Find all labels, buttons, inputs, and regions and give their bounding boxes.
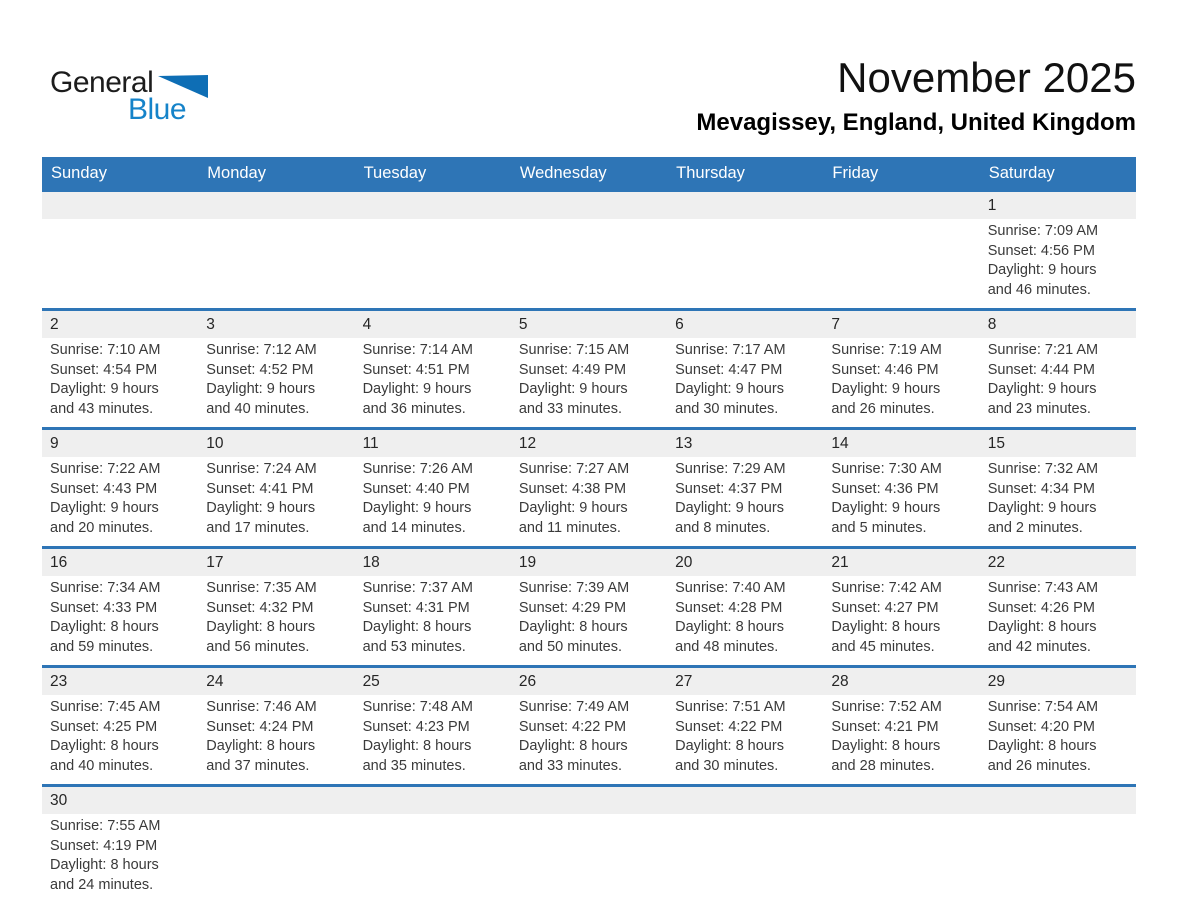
daylight-line: Daylight: 8 hours bbox=[831, 619, 941, 635]
sunrise-line: Sunrise: 7:45 AM bbox=[50, 699, 161, 715]
day-cell-details bbox=[42, 695, 198, 784]
sunset-line: Sunset: 4:19 PM bbox=[50, 837, 158, 854]
daylight-line-continued: and 37 minutes. bbox=[206, 757, 310, 774]
day-number: 15 bbox=[987, 435, 1005, 452]
day-number: 7 bbox=[831, 316, 841, 333]
day-number-band bbox=[42, 311, 1136, 338]
week-detail-grid bbox=[42, 695, 1136, 784]
day-number: 4 bbox=[362, 316, 372, 333]
sunrise-line: Sunrise: 7:15 AM bbox=[518, 342, 630, 358]
sunrise-line: Sunrise: 7:14 AM bbox=[362, 342, 473, 358]
daylight-line-continued: and 35 minutes. bbox=[362, 757, 466, 774]
sunset-line: Sunset: 4:52 PM bbox=[206, 361, 314, 378]
daylight-line-continued: and 24 minutes. bbox=[50, 876, 154, 893]
day-number-empty bbox=[823, 787, 979, 814]
day-cell-details bbox=[42, 457, 198, 546]
sunset-line: Sunset: 4:25 PM bbox=[50, 718, 158, 735]
day-number-empty bbox=[42, 192, 198, 219]
daylight-line: Daylight: 8 hours bbox=[362, 619, 472, 635]
day-number: 9 bbox=[50, 435, 59, 452]
day-number-band bbox=[42, 787, 1136, 814]
week-row bbox=[42, 427, 1136, 546]
sunset-line: Sunset: 4:20 PM bbox=[987, 718, 1095, 735]
daylight-line: Daylight: 8 hours bbox=[206, 738, 316, 754]
day-number: 3 bbox=[206, 316, 215, 333]
daylight-line: Daylight: 8 hours bbox=[675, 619, 784, 635]
week-row bbox=[42, 784, 1136, 903]
daylight-line-continued: and 2 minutes. bbox=[987, 519, 1083, 536]
daylight-line-continued: and 20 minutes. bbox=[50, 519, 154, 536]
page-title: November 2025 bbox=[837, 54, 1136, 101]
day-cell-details bbox=[42, 814, 198, 903]
daylight-line: Daylight: 9 hours bbox=[675, 381, 784, 397]
day-cell-empty bbox=[355, 814, 511, 903]
sunrise-line: Sunrise: 7:17 AM bbox=[675, 342, 786, 358]
sunset-line: Sunset: 4:22 PM bbox=[518, 718, 627, 735]
day-number: 24 bbox=[206, 673, 224, 690]
sunrise-line: Sunrise: 7:29 AM bbox=[675, 461, 786, 477]
day-number: 21 bbox=[831, 554, 849, 571]
daylight-line: Daylight: 9 hours bbox=[362, 500, 472, 516]
day-number-empty bbox=[198, 192, 354, 219]
day-number-empty bbox=[667, 192, 823, 219]
day-cell-details bbox=[198, 576, 354, 665]
sunset-line: Sunset: 4:31 PM bbox=[362, 599, 470, 616]
sunset-line: Sunset: 4:38 PM bbox=[518, 480, 627, 497]
weekday-header: Saturday bbox=[988, 163, 1055, 182]
day-cell-details bbox=[42, 338, 198, 427]
weekday-header: Wednesday bbox=[519, 163, 607, 182]
day-cell-details bbox=[667, 338, 823, 427]
day-cell-details bbox=[667, 695, 823, 784]
day-number: 26 bbox=[518, 673, 537, 690]
sunrise-line: Sunrise: 7:40 AM bbox=[675, 580, 786, 596]
daylight-line: Daylight: 8 hours bbox=[50, 738, 159, 754]
day-cell-details bbox=[667, 576, 823, 665]
day-number-empty bbox=[667, 787, 823, 814]
daylight-line-continued: and 23 minutes. bbox=[987, 400, 1091, 417]
day-number: 17 bbox=[206, 554, 224, 571]
daylight-line: Daylight: 9 hours bbox=[518, 500, 628, 516]
daylight-line-continued: and 28 minutes. bbox=[831, 757, 935, 774]
day-number: 8 bbox=[987, 316, 997, 333]
day-cell-empty bbox=[511, 219, 667, 308]
sunset-line: Sunset: 4:32 PM bbox=[206, 599, 314, 616]
day-cell-details bbox=[198, 338, 354, 427]
daylight-line-continued: and 36 minutes. bbox=[362, 400, 466, 417]
sunrise-line: Sunrise: 7:10 AM bbox=[50, 342, 161, 358]
day-number: 19 bbox=[518, 554, 537, 571]
day-number: 2 bbox=[50, 316, 59, 333]
sunset-line: Sunset: 4:36 PM bbox=[831, 480, 939, 497]
daylight-line-continued: and 11 minutes. bbox=[518, 519, 621, 536]
day-cell-details bbox=[198, 457, 354, 546]
week-row bbox=[42, 189, 1136, 308]
sunset-line: Sunset: 4:24 PM bbox=[206, 718, 314, 735]
daylight-line: Daylight: 8 hours bbox=[206, 619, 316, 635]
sunset-line: Sunset: 4:23 PM bbox=[362, 718, 470, 735]
day-number: 18 bbox=[362, 554, 380, 571]
day-cell-details bbox=[198, 695, 354, 784]
daylight-line: Daylight: 9 hours bbox=[987, 500, 1097, 516]
day-number: 1 bbox=[987, 197, 997, 214]
week-detail-grid bbox=[42, 338, 1136, 427]
day-number: 14 bbox=[831, 435, 849, 452]
daylight-line-continued: and 14 minutes. bbox=[362, 519, 466, 536]
location-subtitle: Mevagissey, England, United Kingdom bbox=[696, 109, 1136, 137]
sunrise-line: Sunrise: 7:32 AM bbox=[987, 461, 1099, 477]
day-cell-details bbox=[511, 576, 667, 665]
sunrise-line: Sunrise: 7:26 AM bbox=[362, 461, 473, 477]
week-detail-grid bbox=[42, 576, 1136, 665]
daylight-line-continued: and 53 minutes. bbox=[362, 638, 466, 655]
sunrise-line: Sunrise: 7:24 AM bbox=[206, 461, 317, 477]
sunrise-line: Sunrise: 7:48 AM bbox=[362, 699, 473, 715]
sunset-line: Sunset: 4:27 PM bbox=[831, 599, 939, 616]
sunset-line: Sunset: 4:40 PM bbox=[362, 480, 470, 497]
day-cell-empty bbox=[355, 219, 511, 308]
day-cell-empty bbox=[667, 814, 823, 903]
sunrise-line: Sunrise: 7:51 AM bbox=[675, 699, 786, 715]
day-cell-details bbox=[511, 457, 667, 546]
sunrise-line: Sunrise: 7:22 AM bbox=[50, 461, 161, 477]
day-cell-empty bbox=[823, 219, 979, 308]
daylight-line: Daylight: 8 hours bbox=[362, 738, 472, 754]
day-cell-details bbox=[823, 576, 979, 665]
day-number: 16 bbox=[50, 554, 68, 571]
day-cell-details bbox=[42, 576, 198, 665]
general-blue-logo bbox=[50, 68, 270, 125]
sunrise-line: Sunrise: 7:37 AM bbox=[362, 580, 473, 596]
week-row bbox=[42, 308, 1136, 427]
calendar-weeks bbox=[42, 189, 1136, 903]
sunrise-line: Sunrise: 7:49 AM bbox=[518, 699, 630, 715]
daylight-line: Daylight: 8 hours bbox=[675, 738, 784, 754]
daylight-line-continued: and 5 minutes. bbox=[831, 519, 927, 536]
day-cell-details bbox=[980, 457, 1136, 546]
sunset-line: Sunset: 4:33 PM bbox=[50, 599, 158, 616]
daylight-line-continued: and 40 minutes. bbox=[206, 400, 310, 417]
daylight-line: Daylight: 9 hours bbox=[50, 381, 159, 397]
day-number: 12 bbox=[518, 435, 537, 452]
day-number-empty bbox=[511, 787, 667, 814]
day-cell-empty bbox=[42, 219, 198, 308]
sunset-line: Sunset: 4:41 PM bbox=[206, 480, 314, 497]
logo-triangle-icon bbox=[158, 75, 208, 99]
sunrise-line: Sunrise: 7:52 AM bbox=[831, 699, 942, 715]
sunrise-line: Sunrise: 7:35 AM bbox=[206, 580, 317, 596]
sunset-line: Sunset: 4:26 PM bbox=[987, 599, 1095, 616]
daylight-line-continued: and 45 minutes. bbox=[831, 638, 935, 655]
sunset-line: Sunset: 4:47 PM bbox=[675, 361, 783, 378]
day-number: 23 bbox=[50, 673, 68, 690]
sunset-line: Sunset: 4:22 PM bbox=[675, 718, 783, 735]
sunset-line: Sunset: 4:56 PM bbox=[987, 242, 1095, 259]
sunset-line: Sunset: 4:29 PM bbox=[518, 599, 627, 616]
daylight-line: Daylight: 9 hours bbox=[206, 500, 316, 516]
sunrise-line: Sunrise: 7:12 AM bbox=[206, 342, 317, 358]
daylight-line: Daylight: 9 hours bbox=[50, 500, 159, 516]
sunset-line: Sunset: 4:37 PM bbox=[675, 480, 783, 497]
day-cell-details bbox=[355, 576, 511, 665]
day-cell-details bbox=[511, 695, 667, 784]
sunset-line: Sunset: 4:28 PM bbox=[675, 599, 783, 616]
day-cell-details bbox=[355, 695, 511, 784]
daylight-line-continued: and 30 minutes. bbox=[675, 757, 779, 774]
sunrise-line: Sunrise: 7:54 AM bbox=[987, 699, 1099, 715]
sunset-line: Sunset: 4:34 PM bbox=[987, 480, 1095, 497]
daylight-line: Daylight: 9 hours bbox=[831, 500, 941, 516]
day-number-empty bbox=[355, 192, 511, 219]
daylight-line-continued: and 42 minutes. bbox=[987, 638, 1091, 655]
daylight-line: Daylight: 8 hours bbox=[518, 738, 628, 754]
day-number-band bbox=[42, 192, 1136, 219]
daylight-line-continued: and 33 minutes. bbox=[518, 757, 623, 774]
day-cell-details bbox=[355, 457, 511, 546]
daylight-line-continued: and 40 minutes. bbox=[50, 757, 154, 774]
logo-text-general: General bbox=[50, 66, 154, 99]
day-number: 22 bbox=[987, 554, 1005, 571]
daylight-line-continued: and 33 minutes. bbox=[518, 400, 623, 417]
week-row bbox=[42, 546, 1136, 665]
day-number-band bbox=[42, 549, 1136, 576]
daylight-line-continued: and 43 minutes. bbox=[50, 400, 154, 417]
daylight-line: Daylight: 8 hours bbox=[987, 619, 1097, 635]
day-number: 5 bbox=[518, 316, 528, 333]
day-cell-details bbox=[823, 695, 979, 784]
weekday-header: Sunday bbox=[51, 163, 107, 182]
daylight-line: Daylight: 9 hours bbox=[362, 381, 472, 397]
daylight-line: Daylight: 9 hours bbox=[987, 381, 1097, 397]
day-cell-empty bbox=[667, 219, 823, 308]
day-cell-empty bbox=[823, 814, 979, 903]
sunrise-line: Sunrise: 7:46 AM bbox=[206, 699, 317, 715]
day-number: 20 bbox=[675, 554, 693, 571]
day-cell-details bbox=[511, 338, 667, 427]
day-cell-details bbox=[980, 695, 1136, 784]
sunrise-line: Sunrise: 7:19 AM bbox=[831, 342, 942, 358]
sunset-line: Sunset: 4:43 PM bbox=[50, 480, 158, 497]
day-cell-empty bbox=[198, 219, 354, 308]
daylight-line: Daylight: 9 hours bbox=[206, 381, 316, 397]
day-number: 10 bbox=[206, 435, 224, 452]
daylight-line: Daylight: 8 hours bbox=[831, 738, 941, 754]
day-number-band bbox=[42, 430, 1136, 457]
day-number: 27 bbox=[675, 673, 693, 690]
week-detail-grid bbox=[42, 814, 1136, 903]
day-cell-details bbox=[823, 338, 979, 427]
calendar bbox=[42, 157, 1136, 903]
day-cell-details bbox=[823, 457, 979, 546]
weekday-header: Tuesday bbox=[363, 163, 427, 182]
daylight-line-continued: and 26 minutes. bbox=[987, 757, 1091, 774]
day-number: 29 bbox=[987, 673, 1005, 690]
daylight-line: Daylight: 8 hours bbox=[50, 619, 159, 635]
sunrise-line: Sunrise: 7:30 AM bbox=[831, 461, 942, 477]
sunrise-line: Sunrise: 7:55 AM bbox=[50, 818, 161, 834]
day-number-empty bbox=[511, 192, 667, 219]
daylight-line: Daylight: 9 hours bbox=[675, 500, 784, 516]
daylight-line-continued: and 48 minutes. bbox=[675, 638, 779, 655]
day-cell-details bbox=[980, 576, 1136, 665]
page-header bbox=[42, 0, 1136, 157]
day-number: 30 bbox=[50, 792, 68, 809]
day-cell-details bbox=[980, 219, 1136, 308]
weekday-header: Friday bbox=[832, 163, 879, 182]
sunrise-line: Sunrise: 7:43 AM bbox=[987, 580, 1099, 596]
week-row bbox=[42, 665, 1136, 784]
day-cell-empty bbox=[511, 814, 667, 903]
daylight-line-continued: and 17 minutes. bbox=[206, 519, 310, 536]
daylight-line-continued: and 8 minutes. bbox=[675, 519, 771, 536]
day-cell-details bbox=[980, 338, 1136, 427]
daylight-line: Daylight: 9 hours bbox=[518, 381, 628, 397]
day-number: 6 bbox=[675, 316, 684, 333]
logo-text-blue: Blue bbox=[128, 93, 187, 126]
daylight-line-continued: and 46 minutes. bbox=[987, 281, 1091, 298]
day-number-band bbox=[42, 668, 1136, 695]
daylight-line-continued: and 30 minutes. bbox=[675, 400, 779, 417]
daylight-line: Daylight: 9 hours bbox=[831, 381, 941, 397]
sunrise-line: Sunrise: 7:42 AM bbox=[831, 580, 942, 596]
sunrise-line: Sunrise: 7:27 AM bbox=[518, 461, 630, 477]
daylight-line: Daylight: 8 hours bbox=[518, 619, 628, 635]
daylight-line-continued: and 56 minutes. bbox=[206, 638, 310, 655]
sunset-line: Sunset: 4:49 PM bbox=[518, 361, 627, 378]
daylight-line-continued: and 50 minutes. bbox=[518, 638, 623, 655]
day-cell-details bbox=[667, 457, 823, 546]
daylight-line-continued: and 59 minutes. bbox=[50, 638, 154, 655]
weekday-header: Thursday bbox=[676, 163, 745, 182]
day-number: 28 bbox=[831, 673, 849, 690]
sunrise-line: Sunrise: 7:21 AM bbox=[987, 342, 1099, 358]
daylight-line-continued: and 26 minutes. bbox=[831, 400, 935, 417]
day-number-empty bbox=[823, 192, 979, 219]
sunset-line: Sunset: 4:46 PM bbox=[831, 361, 939, 378]
day-number-empty bbox=[980, 787, 1136, 814]
sunset-line: Sunset: 4:54 PM bbox=[50, 361, 158, 378]
daylight-line: Daylight: 8 hours bbox=[50, 857, 159, 873]
sunset-line: Sunset: 4:21 PM bbox=[831, 718, 939, 735]
day-number-empty bbox=[355, 787, 511, 814]
day-number: 11 bbox=[362, 435, 379, 452]
weekday-header: Monday bbox=[207, 163, 266, 182]
sunrise-line: Sunrise: 7:09 AM bbox=[987, 223, 1099, 239]
day-cell-empty bbox=[198, 814, 354, 903]
day-cell-details bbox=[355, 338, 511, 427]
weekday-header-row bbox=[42, 157, 1136, 189]
sunset-line: Sunset: 4:44 PM bbox=[987, 361, 1095, 378]
day-number: 13 bbox=[675, 435, 693, 452]
day-number-empty bbox=[198, 787, 354, 814]
sunrise-line: Sunrise: 7:34 AM bbox=[50, 580, 161, 596]
sunrise-line: Sunrise: 7:39 AM bbox=[518, 580, 630, 596]
day-number: 25 bbox=[362, 673, 380, 690]
week-detail-grid bbox=[42, 457, 1136, 546]
week-detail-grid bbox=[42, 219, 1136, 308]
daylight-line: Daylight: 9 hours bbox=[987, 262, 1097, 278]
sunset-line: Sunset: 4:51 PM bbox=[362, 361, 470, 378]
day-cell-empty bbox=[980, 814, 1136, 903]
daylight-line: Daylight: 8 hours bbox=[987, 738, 1097, 754]
